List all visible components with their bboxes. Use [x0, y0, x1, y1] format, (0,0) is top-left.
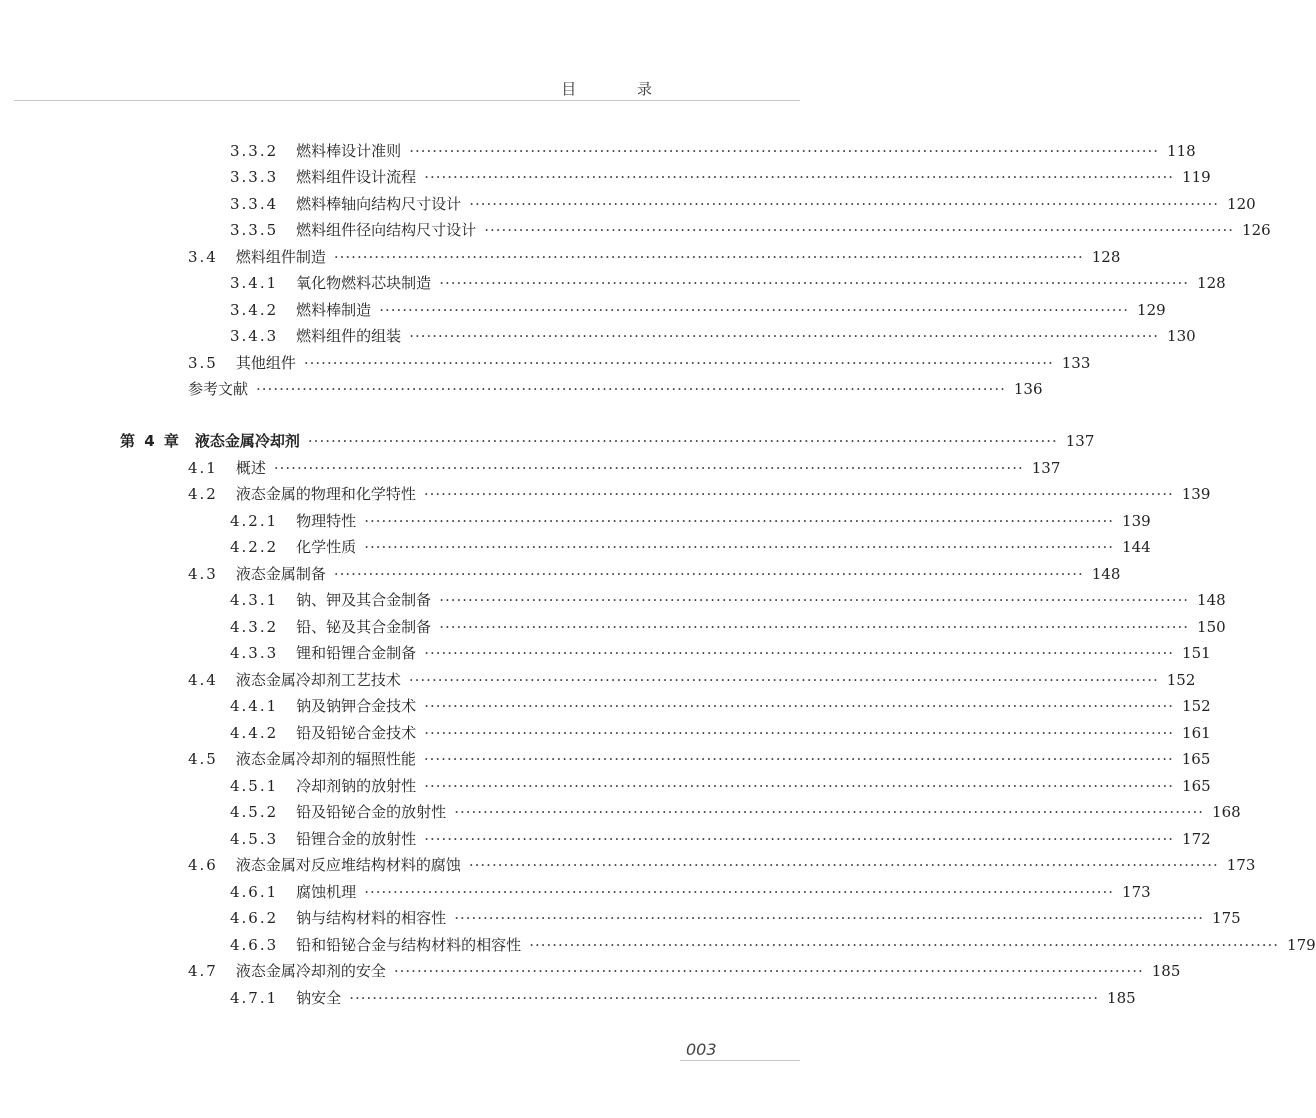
- toc-page-number: 119: [1182, 168, 1211, 186]
- toc-entry-title: 燃料棒设计准则: [296, 142, 402, 160]
- toc-row[interactable]: [230, 140, 1196, 162]
- toc-page-number: 133: [1061, 354, 1091, 372]
- toc-page-number: 152: [1166, 671, 1196, 689]
- toc-row[interactable]: [188, 378, 1043, 400]
- toc-entry-title: 燃料组件径向结构尺寸设计: [296, 221, 477, 239]
- toc-entry-title: 液态金属冷却剂的安全: [235, 962, 386, 980]
- toc-row[interactable]: [230, 801, 1241, 823]
- toc-row[interactable]: [230, 642, 1211, 664]
- toc-page-number: 129: [1137, 301, 1166, 319]
- toc-entry-title: 钠、钾及其合金制备: [296, 591, 432, 609]
- toc-row[interactable]: [230, 589, 1226, 611]
- toc-entry-number: 4.7.1: [230, 989, 279, 1007]
- toc-entry-number: 3.4.2: [230, 301, 279, 319]
- toc-page-number: 137: [1031, 459, 1061, 477]
- toc-dot-leader: ··································································································································: [529, 936, 1280, 954]
- toc-dot-leader: ··································································································································: [364, 512, 1115, 530]
- toc-entry-title: 铅及铅铋合金的放射性: [296, 803, 447, 821]
- toc-entry-title: 钠与结构材料的相容性: [296, 909, 447, 927]
- toc-entry-title: 铅锂合金的放射性: [296, 830, 417, 848]
- toc-entry-number: 4.6.2: [230, 909, 279, 927]
- toc-entry-number: 4.3: [188, 565, 218, 583]
- toc-entry-number: 3.5: [188, 354, 218, 372]
- toc-page-number: 175: [1212, 909, 1241, 927]
- toc-page-number: 161: [1182, 724, 1211, 742]
- toc-dot-leader: ··································································································································: [454, 909, 1205, 927]
- toc-page-number: 137: [1065, 432, 1095, 450]
- toc-entry-number: 4.4: [188, 671, 218, 689]
- toc-row[interactable]: [230, 536, 1151, 558]
- toc-row[interactable]: [230, 325, 1196, 347]
- toc-entry-number: 4.6.1: [230, 883, 279, 901]
- toc-page-number: 173: [1226, 856, 1256, 874]
- toc-page-number: 130: [1167, 327, 1196, 345]
- toc-page-number: 128: [1091, 248, 1121, 266]
- toc-entry-title: 液态金属冷却剂工艺技术: [235, 671, 401, 689]
- toc-entry-number: 4.7: [188, 962, 218, 980]
- toc-row[interactable]: [230, 510, 1151, 532]
- toc-dot-leader: ··································································································································: [424, 777, 1175, 795]
- toc-entry-number: 3.4: [188, 248, 218, 266]
- page-number: 003: [686, 1040, 717, 1059]
- toc-dot-leader: ··································································································································: [409, 142, 1160, 160]
- toc-row[interactable]: [188, 669, 1196, 691]
- toc-page-number: 185: [1151, 962, 1181, 980]
- toc-page-number: 165: [1182, 777, 1211, 795]
- toc-entry-title: 铅、铋及其合金制备: [296, 618, 432, 636]
- toc-entry-title: 冷却剂钠的放射性: [296, 777, 417, 795]
- toc-row[interactable]: [230, 987, 1136, 1009]
- toc-dot-leader: ··································································································································: [364, 883, 1115, 901]
- toc-page-number: 120: [1227, 195, 1256, 213]
- toc-entry-number: 3.3.3: [230, 168, 279, 186]
- toc-dot-leader: ··································································································································: [469, 195, 1220, 213]
- toc-row[interactable]: [230, 934, 1316, 956]
- toc-entry-number: 3.3.2: [230, 142, 279, 160]
- toc-row[interactable]: [230, 616, 1226, 638]
- toc-dot-leader: ··································································································································: [424, 724, 1175, 742]
- toc-row[interactable]: [230, 272, 1226, 294]
- toc-page-number: 126: [1242, 221, 1271, 239]
- toc-entry-title: 铅及铅铋合金技术: [296, 724, 417, 742]
- toc-entry-title: 钠安全: [296, 989, 342, 1007]
- toc-dot-leader: ··································································································································: [273, 459, 1024, 477]
- toc-row[interactable]: [230, 299, 1166, 321]
- toc-dot-leader: ··································································································································: [484, 221, 1235, 239]
- toc-row[interactable]: [188, 246, 1121, 268]
- toc-row[interactable]: [188, 457, 1061, 479]
- toc-dot-leader: ··································································································································: [468, 856, 1219, 874]
- toc-dot-leader: ··································································································································: [364, 538, 1115, 556]
- toc-entry-title: 腐蚀机理: [296, 883, 357, 901]
- toc-entry-number: 4.4.1: [230, 697, 279, 715]
- toc-entry-title: 液态金属冷却剂的辐照性能: [235, 750, 416, 768]
- toc-dot-leader: ··································································································································: [256, 380, 1006, 398]
- toc-dot-leader: ··································································································································: [333, 565, 1084, 583]
- toc-entry-title: 物理特性: [296, 512, 357, 530]
- toc-row[interactable]: [230, 828, 1211, 850]
- toc-row[interactable]: [230, 695, 1211, 717]
- toc-dot-leader: ··································································································································: [423, 750, 1174, 768]
- toc-entry-number: 4.2.1: [230, 512, 279, 530]
- header-divider: [14, 100, 800, 101]
- toc-page-number: 150: [1197, 618, 1226, 636]
- toc-dot-leader: ··································································································································: [424, 697, 1175, 715]
- toc-dot-leader: ··································································································································: [349, 989, 1100, 1007]
- toc-entry-title: 液态金属冷却剂: [194, 432, 300, 450]
- toc-dot-leader: ··································································································································: [423, 485, 1174, 503]
- toc-row[interactable]: [230, 193, 1256, 215]
- toc-entry-number: 4.2: [188, 485, 218, 503]
- toc-dot-leader: ··································································································································: [424, 644, 1175, 662]
- toc-entry-number: 4.2.2: [230, 538, 279, 556]
- toc-entry-number: 3.4.1: [230, 274, 279, 292]
- toc-entry-number: 4.3.1: [230, 591, 279, 609]
- toc-dot-leader: ··································································································································: [424, 168, 1175, 186]
- toc-page-number: 173: [1122, 883, 1151, 901]
- toc-entry-number: 4.3.2: [230, 618, 279, 636]
- toc-entry-title: 燃料组件制造: [235, 248, 326, 266]
- toc-dot-leader: ··································································································································: [424, 830, 1175, 848]
- toc-dot-leader: ··································································································································: [408, 671, 1159, 689]
- toc-dot-leader: ··································································································································: [379, 301, 1130, 319]
- toc-chapter-row[interactable]: [120, 430, 1095, 452]
- toc-row[interactable]: [230, 775, 1211, 797]
- toc-row[interactable]: [230, 907, 1241, 929]
- toc-entry-title: 液态金属对反应堆结构材料的腐蚀: [235, 856, 461, 874]
- toc-dot-leader: ··································································································································: [439, 618, 1190, 636]
- toc-entry-number: 4.5: [188, 750, 218, 768]
- toc-entry-title: 概述: [235, 459, 266, 477]
- toc-entry-number: 4.6: [188, 856, 218, 874]
- toc-dot-leader: ··································································································································: [454, 803, 1205, 821]
- toc-entry-number: 4.6.3: [230, 936, 279, 954]
- toc-page-number: 148: [1091, 565, 1121, 583]
- toc-entry-number: 第 4 章: [120, 432, 181, 450]
- toc-entry-title: 液态金属的物理和化学特性: [235, 485, 416, 503]
- toc-entry-title: 燃料组件的组装: [296, 327, 402, 345]
- toc-dot-leader: ··································································································································: [439, 274, 1190, 292]
- toc-entry-number: 4.4.2: [230, 724, 279, 742]
- toc-dot-leader: ··································································································································: [439, 591, 1190, 609]
- toc-entry-title: 燃料棒制造: [296, 301, 372, 319]
- toc-entry-title: 参考文献: [188, 380, 249, 398]
- toc-entry-title: 化学性质: [296, 538, 357, 556]
- toc-page-number: 168: [1212, 803, 1241, 821]
- toc-entry-number: 4.1: [188, 459, 218, 477]
- toc-entry-number: 4.5.3: [230, 830, 279, 848]
- toc-dot-leader: ··································································································································: [409, 327, 1160, 345]
- toc-entry-title: 燃料棒轴向结构尺寸设计: [296, 195, 462, 213]
- toc-row[interactable]: [230, 219, 1271, 241]
- page-header-title: 目 录: [561, 80, 680, 98]
- toc-entry-title: 氧化物燃料芯块制造: [296, 274, 432, 292]
- toc-page-number: 148: [1197, 591, 1226, 609]
- toc-row[interactable]: [188, 854, 1256, 876]
- toc-page-number: 144: [1122, 538, 1151, 556]
- toc-page-number: 128: [1197, 274, 1226, 292]
- toc-row[interactable]: [188, 563, 1121, 585]
- toc-entry-title: 铅和铅铋合金与结构材料的相容性: [296, 936, 522, 954]
- toc-page-number: 139: [1181, 485, 1211, 503]
- toc-page-number: 165: [1181, 750, 1211, 768]
- toc-entry-title: 其他组件: [235, 354, 296, 372]
- toc-row[interactable]: [230, 722, 1211, 744]
- toc-entry-number: 4.5.1: [230, 777, 279, 795]
- toc-dot-leader: ··································································································································: [333, 248, 1084, 266]
- toc-row[interactable]: [188, 352, 1091, 374]
- toc-entry-title: 锂和铅锂合金制备: [296, 644, 417, 662]
- toc-page-number: 185: [1107, 989, 1136, 1007]
- toc-entry-number: 3.3.5: [230, 221, 279, 239]
- footer-divider: [680, 1060, 800, 1061]
- toc-dot-leader: ··································································································································: [393, 962, 1144, 980]
- toc-page-number: 151: [1182, 644, 1211, 662]
- toc-row[interactable]: [188, 483, 1211, 505]
- toc-page-number: 152: [1182, 697, 1211, 715]
- toc-entry-title: 液态金属制备: [235, 565, 326, 583]
- toc-entry-number: 4.5.2: [230, 803, 279, 821]
- toc-entry-number: 3.4.3: [230, 327, 279, 345]
- toc-page-number: 139: [1122, 512, 1151, 530]
- toc-page-number: 179: [1287, 936, 1316, 954]
- toc-entry-title: 钠及钠钾合金技术: [296, 697, 417, 715]
- toc-entry-number: 4.3.3: [230, 644, 279, 662]
- toc-page-number: 172: [1182, 830, 1211, 848]
- toc-row[interactable]: [188, 748, 1211, 770]
- toc-entry-number: 3.3.4: [230, 195, 279, 213]
- toc-dot-leader: ··································································································································: [307, 432, 1058, 450]
- toc-dot-leader: ··································································································································: [303, 354, 1054, 372]
- toc-page-number: 136: [1013, 380, 1043, 398]
- toc-entry-title: 燃料组件设计流程: [296, 168, 417, 186]
- toc-row[interactable]: [188, 960, 1181, 982]
- toc-page-number: 118: [1167, 142, 1196, 160]
- toc-row[interactable]: [230, 166, 1211, 188]
- toc-row[interactable]: [230, 881, 1151, 903]
